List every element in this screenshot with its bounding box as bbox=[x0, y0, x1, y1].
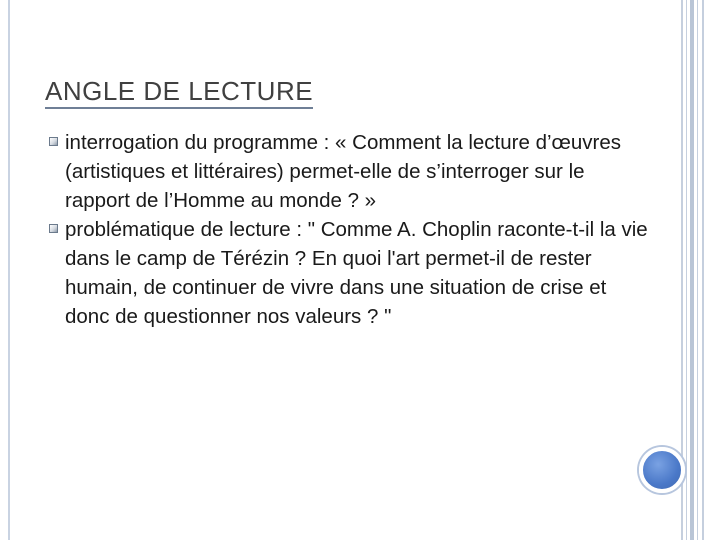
blue-circle-decoration bbox=[639, 447, 685, 493]
bullet-text: problématique de lecture : " Comme A. Choplin raconte-t-il la vie dans le camp de Térézin ? En quoi l'art permet-il de rester humain, de continuer de vivre dans une situation de crise et donc de questionner nos valeurs ? " bbox=[65, 218, 648, 328]
right-border-line bbox=[697, 0, 698, 540]
square-bullet-icon bbox=[49, 224, 58, 233]
left-border-line bbox=[8, 0, 10, 540]
right-border-lines bbox=[681, 0, 711, 540]
slide-title bbox=[45, 76, 313, 109]
bullet-item bbox=[48, 128, 648, 215]
square-bullet-icon bbox=[49, 137, 58, 146]
right-border-line bbox=[690, 0, 694, 540]
bullet-list bbox=[48, 128, 648, 331]
slide-title-text: ANGLE DE LECTURE bbox=[45, 76, 313, 109]
bullet-text: interrogation du programme : « Comment la lecture d’œuvres (artistiques et littéraires) permet-elle de s’interroger sur le rapport de l’Homme au monde ? » bbox=[65, 131, 622, 212]
right-border-line bbox=[702, 0, 704, 540]
right-border-line bbox=[686, 0, 687, 540]
bullet-item bbox=[48, 215, 648, 331]
